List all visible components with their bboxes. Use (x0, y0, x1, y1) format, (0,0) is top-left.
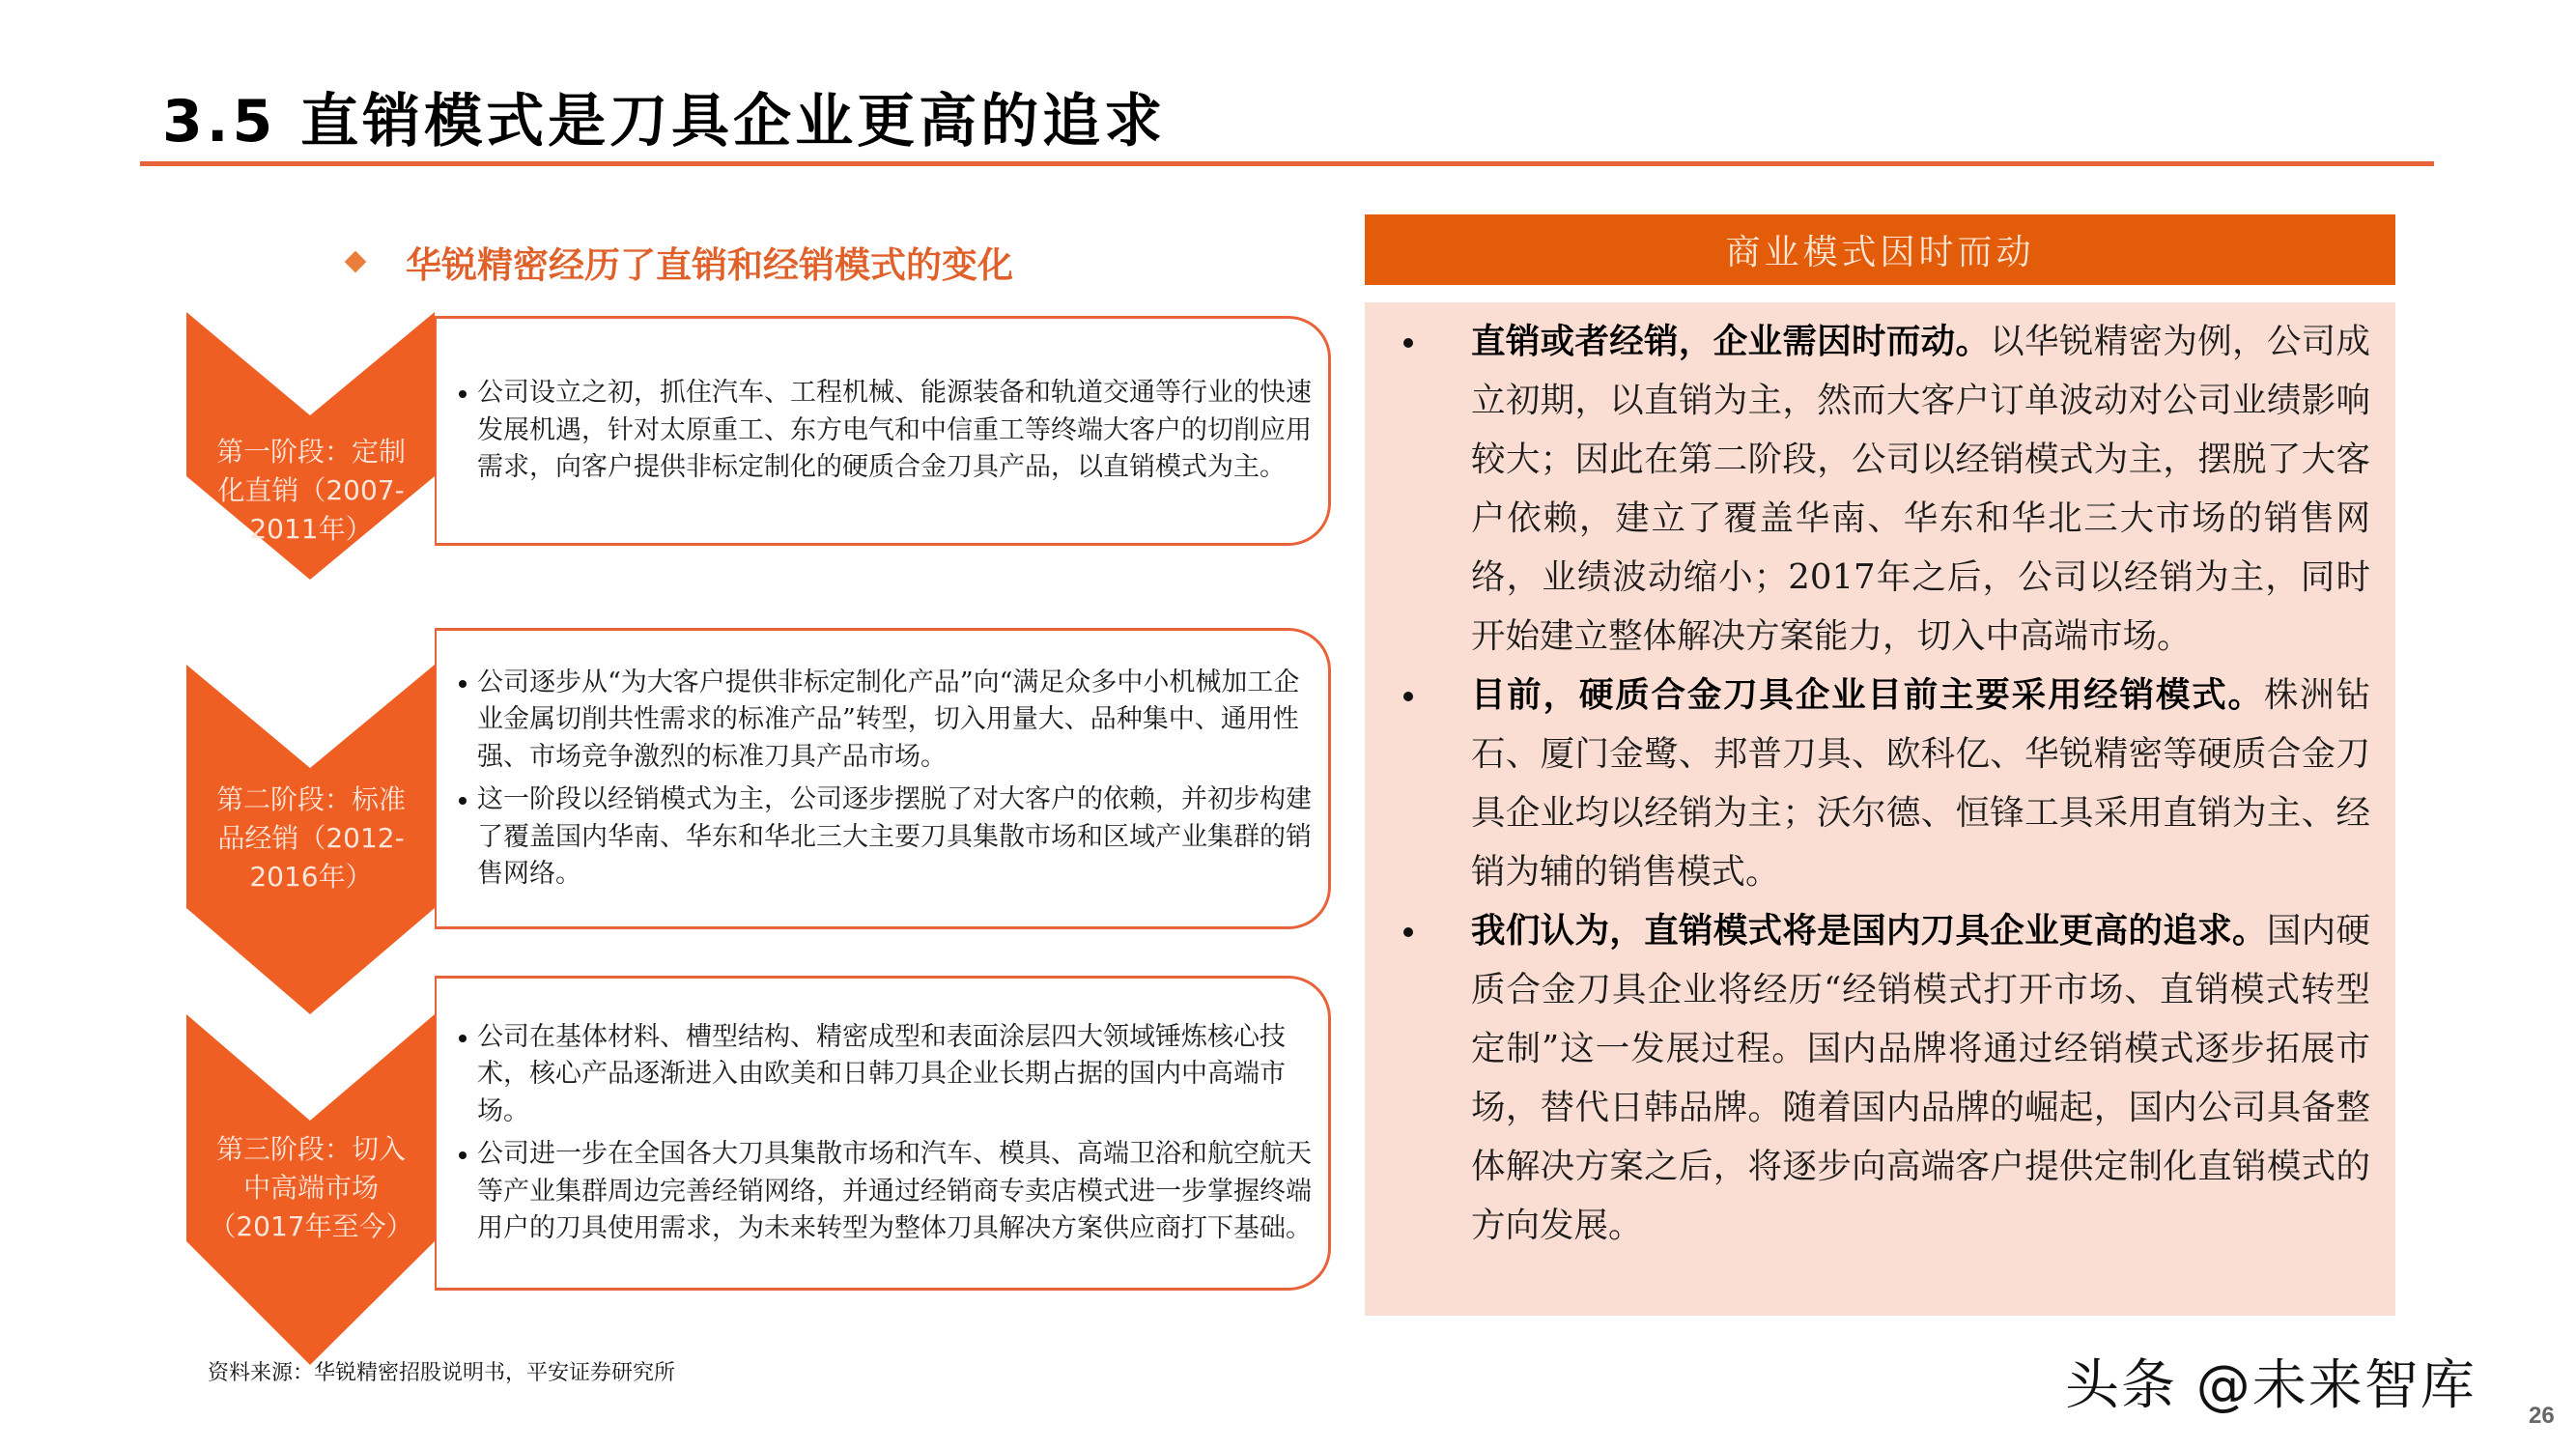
source-note: 资料来源：华锐精密招股说明书，平安证券研究所 (208, 1361, 676, 1385)
bullet-dot-icon (456, 1136, 477, 1173)
stage-2-bullet (456, 781, 1315, 894)
panel-item-text (1471, 666, 2370, 901)
panel-item (1382, 901, 2370, 1255)
stage-3-box (435, 976, 1331, 1291)
bullet-text: 公司在基体材料、槽型结构、精密成型和表面涂层四大领域锤炼核心技术，核心产品逐渐进入由欧美和日韩刀具企业长期占据的国内中高端市场。 (477, 1021, 1286, 1126)
bullet-dot-icon (1382, 312, 1471, 370)
stage-1-label (210, 433, 412, 549)
stage-2-label (210, 781, 412, 896)
panel-item (1382, 666, 2370, 901)
panel-item-text (1471, 312, 2370, 666)
bullet-dot-icon (456, 1019, 477, 1056)
stage-3-label-line: （2017年至今） (209, 1210, 413, 1242)
panel-item-lead: 直销或者经销，企业需因时而动。 (1471, 322, 1991, 361)
stage-1-bullet (456, 375, 1315, 487)
commentary-panel (1365, 302, 2395, 1316)
stage-3-label-line: 第三阶段：切入 (215, 1133, 406, 1165)
bullet-dot-icon (456, 375, 477, 412)
bullet-text: 公司逐步从“为大客户提供非标定制化产品”向“满足众多中小机械加工企业金属切削共性需求的标准产品”转型，切入用量大、品种集中、通用性强、市场竞争激烈的标准刀具产品市场。 (477, 667, 1300, 772)
bullet-text: 公司进一步在全国各大刀具集散市场和汽车、模具、高端卫浴和航空航天等产业集群周边完善经销网络，并通过经销商专卖店模式进一步掌握终端用户的刀具使用需求，为未来转型为整体刀具解决方案供应商打下基础。 (477, 1139, 1312, 1243)
panel-item-text (1471, 901, 2370, 1255)
stage-2-bullet (456, 665, 1315, 777)
stage-2-label-line: 第二阶段：标准 (215, 783, 406, 815)
panel-item (1382, 312, 2370, 666)
bullet-text: 公司设立之初，抓住汽车、工程机械、能源装备和轨道交通等行业的快速发展机遇，针对太原重工、东方电气和中信重工等终端大客户的切削应用需求，向客户提供非标定制化的硬质合金刀具产品，以直销模式为主。 (477, 378, 1312, 483)
bullet-dot-icon (1382, 901, 1471, 959)
stage-2-label-line: 品经销（2012- (217, 822, 405, 854)
page-title: 3.5 直销模式是刀具企业更高的追求 (162, 88, 1167, 156)
subtitle-text: 华锐精密经历了直销和经销模式的变化 (406, 244, 1013, 286)
panel-item-body: 以华锐精密为例，公司成立初期，以直销为主，然而大客户订单波动对公司业绩影响较大；因此在第二阶段，公司以经销模式为主，摆脱了大客户依赖，建立了覆盖华南、华东和华北三大市场的销售网络，业绩波动缩小；2017年之后，公司以经销为主，同时开始建立整体解决方案能力，切入中高端市场。 (1471, 322, 2370, 656)
stage-2-box (435, 628, 1331, 929)
panel-item-lead: 我们认为，直销模式将是国内刀具企业更高的追求。 (1471, 911, 2267, 951)
panel-header: 商业模式因时而动 (1365, 214, 2395, 285)
bullet-dot-icon (1382, 666, 1471, 724)
panel-item-body: 国内硬质合金刀具企业将经历“经销模式打开市场、直销模式转型定制”这一发展过程。国内品牌将通过经销模式逐步拓展市场，替代日韩品牌。随着国内品牌的崛起，国内公司具备整体解决方案之后，将逐步向高端客户提供定制化直销模式的方向发展。 (1471, 911, 2370, 1245)
watermark: 头条 @未来智库 (2065, 1354, 2477, 1417)
stage-2-label-line: 2016年） (249, 861, 373, 893)
stage-3-bullet (456, 1019, 1315, 1131)
bullet-text: 这一阶段以经销模式为主，公司逐步摆脱了对大客户的依赖，并初步构建了覆盖国内华南、华东和华北三大主要刀具集散市场和区域产业集群的销售网络。 (477, 784, 1312, 889)
stage-3-bullet (456, 1136, 1315, 1248)
stage-1-label-line: 2011年） (249, 513, 373, 545)
panel-item-lead: 目前，硬质合金刀具企业目前主要采用经销模式。 (1471, 675, 2264, 715)
stage-1-label-line: 第一阶段：定制 (215, 436, 406, 468)
stage-3-label-line: 中高端市场 (242, 1172, 379, 1204)
stage-3-label (196, 1130, 426, 1246)
panel-item-body: 株洲钻石、厦门金鹭、邦普刀具、欧科亿、华锐精密等硬质合金刀具企业均以经销为主；沃尔德、恒锋工具采用直销为主、经销为辅的销售模式。 (1471, 675, 2370, 892)
bullet-dot-icon (456, 665, 477, 701)
page-number: 26 (2529, 1403, 2555, 1429)
stage-1-box (435, 316, 1331, 546)
bullet-dot-icon (456, 781, 477, 818)
stage-1-label-line: 化直销（2007- (217, 474, 405, 506)
